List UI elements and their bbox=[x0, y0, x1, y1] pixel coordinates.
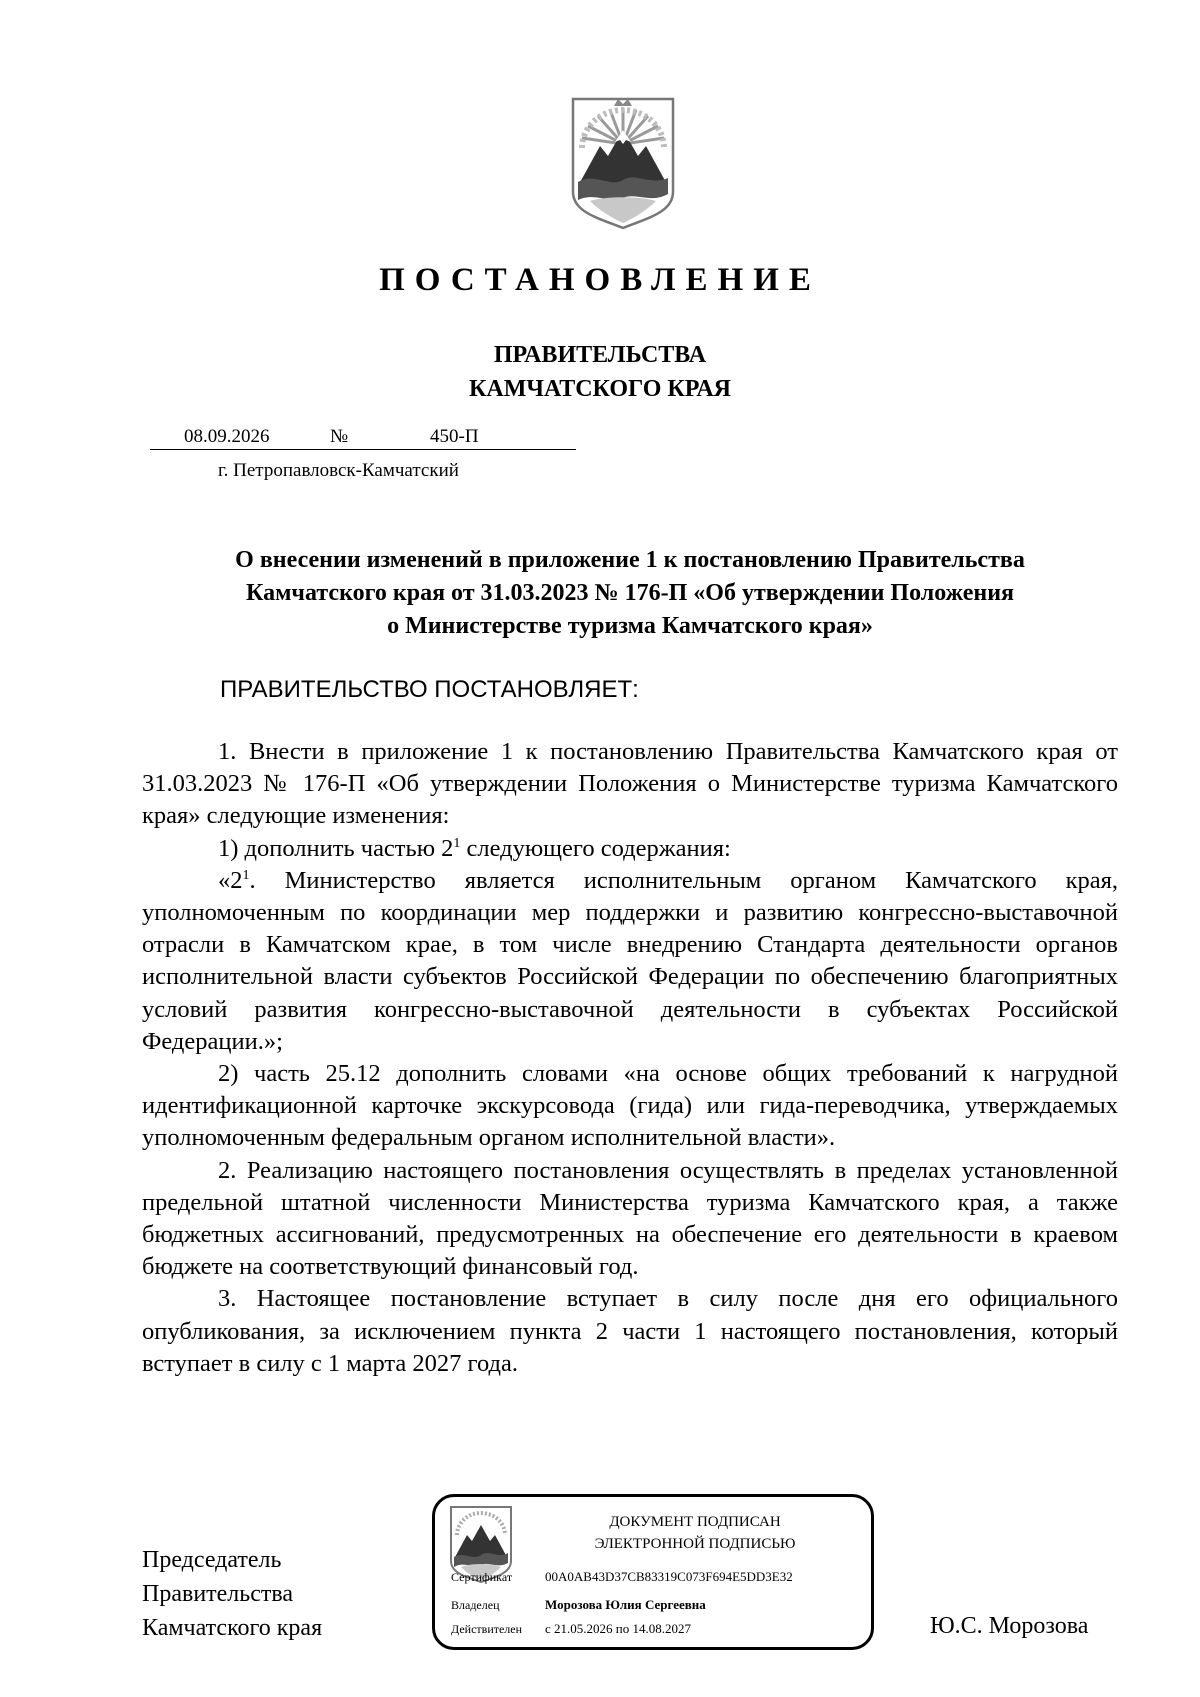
signatory-name: Ю.С. Морозова bbox=[930, 1613, 1089, 1639]
certificate-label: Сертификат bbox=[451, 1570, 513, 1584]
issuing-authority-line1: ПРАВИТЕЛЬСТВА bbox=[493, 342, 707, 368]
certificate-value: 00A0AB43D37CB83319C073F694E5DD3E32 bbox=[545, 1569, 793, 1584]
paragraph-1: 1. Внести в приложение 1 к постановлению Правительства Камчатского края от 31.03.2023 № 176-П «Об утверждении Положения о Министерстве туризма Камчатского края» следующие изменения: bbox=[142, 738, 1118, 830]
paragraph-1-subitem-2: 2) часть 25.12 дополнить словами «на основе общих требований к нагрудной идентификационной карточке экскурсовода (гида) или гида-переводчика, утверждаемых уполномоченным федеральным органом исполнительной власти». bbox=[142, 1060, 1118, 1152]
document-date: 08.09.2026 bbox=[184, 426, 270, 447]
date-number-line bbox=[150, 427, 576, 450]
validity-row bbox=[451, 1621, 691, 1637]
subject-line1: О внесении изменений в приложение 1 к постановлению Правительства bbox=[235, 547, 1025, 573]
paragraph-1-subitem-1: 1) дополнить частью $2^1$ следующего содержания: bbox=[218, 834, 731, 862]
validity-label: Действителен bbox=[451, 1622, 523, 1636]
electronic-signature-stamp bbox=[432, 1494, 874, 1650]
document-number: 450-П bbox=[430, 426, 479, 447]
document-type-title: ПОСТАНОВЛЕНИЕ bbox=[379, 262, 821, 298]
paragraph-3: 3. Настоящее постановление вступает в силу после дня его официального опубликования, за исключением пункта 2 части 1 настоящего постановления, который вступает в силу с 1 марта 2027 года. bbox=[142, 1285, 1118, 1377]
number-sign: № bbox=[330, 426, 349, 447]
paragraph-2: 2. Реализацию настоящего постановления осуществлять в пределах установленной предельной штатной численности Министерства туризма Камчатского края, а также бюджетных ассигнований, предусмотренных на обеспечение его деятельности в краевом бюджете на соответствующий финансовый год. bbox=[142, 1156, 1118, 1281]
decree-statement: ПРАВИТЕЛЬСТВО ПОСТАНОВЛЯЕТ: bbox=[220, 676, 639, 703]
validity-value: с 21.05.2026 по 14.08.2027 bbox=[545, 1621, 691, 1636]
coat-of-arms-emblem bbox=[570, 96, 676, 230]
subject-line3: о Министерстве туризма Камчатского края» bbox=[387, 613, 873, 639]
issuing-authority bbox=[0, 338, 1200, 406]
paragraph-new-part: «$2^1$. Министерство является исполнительным органом Камчатского края, уполномоченным по координации мер поддержки и развитию конгрессно-выставочной отрасли в Камчатском крае, в том числе внедрению Стандарта деятельности органов исполнительной власти субъектов Российской Федерации по обеспечению благоприятных условий развития конгрессно-выставочной деятельности в субъектах Российской Федерации.»; bbox=[142, 866, 1118, 1055]
owner-label: Владелец bbox=[451, 1598, 500, 1612]
issuing-authority-line2: КАМЧАТСКОГО КРАЯ bbox=[468, 376, 732, 402]
document-body bbox=[142, 736, 1118, 1380]
certificate-row bbox=[451, 1569, 793, 1585]
stamp-title: ДОКУМЕНТ ПОДПИСАН ЭЛЕКТРОННОЙ ПОДПИСЬЮ bbox=[594, 1514, 796, 1552]
signatory-position: Председатель Правительства Камчатского края bbox=[142, 1547, 323, 1641]
owner-value: Морозова Юлия Сергеевна bbox=[545, 1597, 706, 1612]
city-line: г. Петропавловск-Камчатский bbox=[218, 460, 459, 481]
subject-line2: Камчатского края от 31.03.2023 № 176-П «Об утверждении Положения bbox=[246, 580, 1014, 606]
owner-row bbox=[451, 1597, 706, 1613]
document-subject bbox=[140, 544, 1120, 643]
